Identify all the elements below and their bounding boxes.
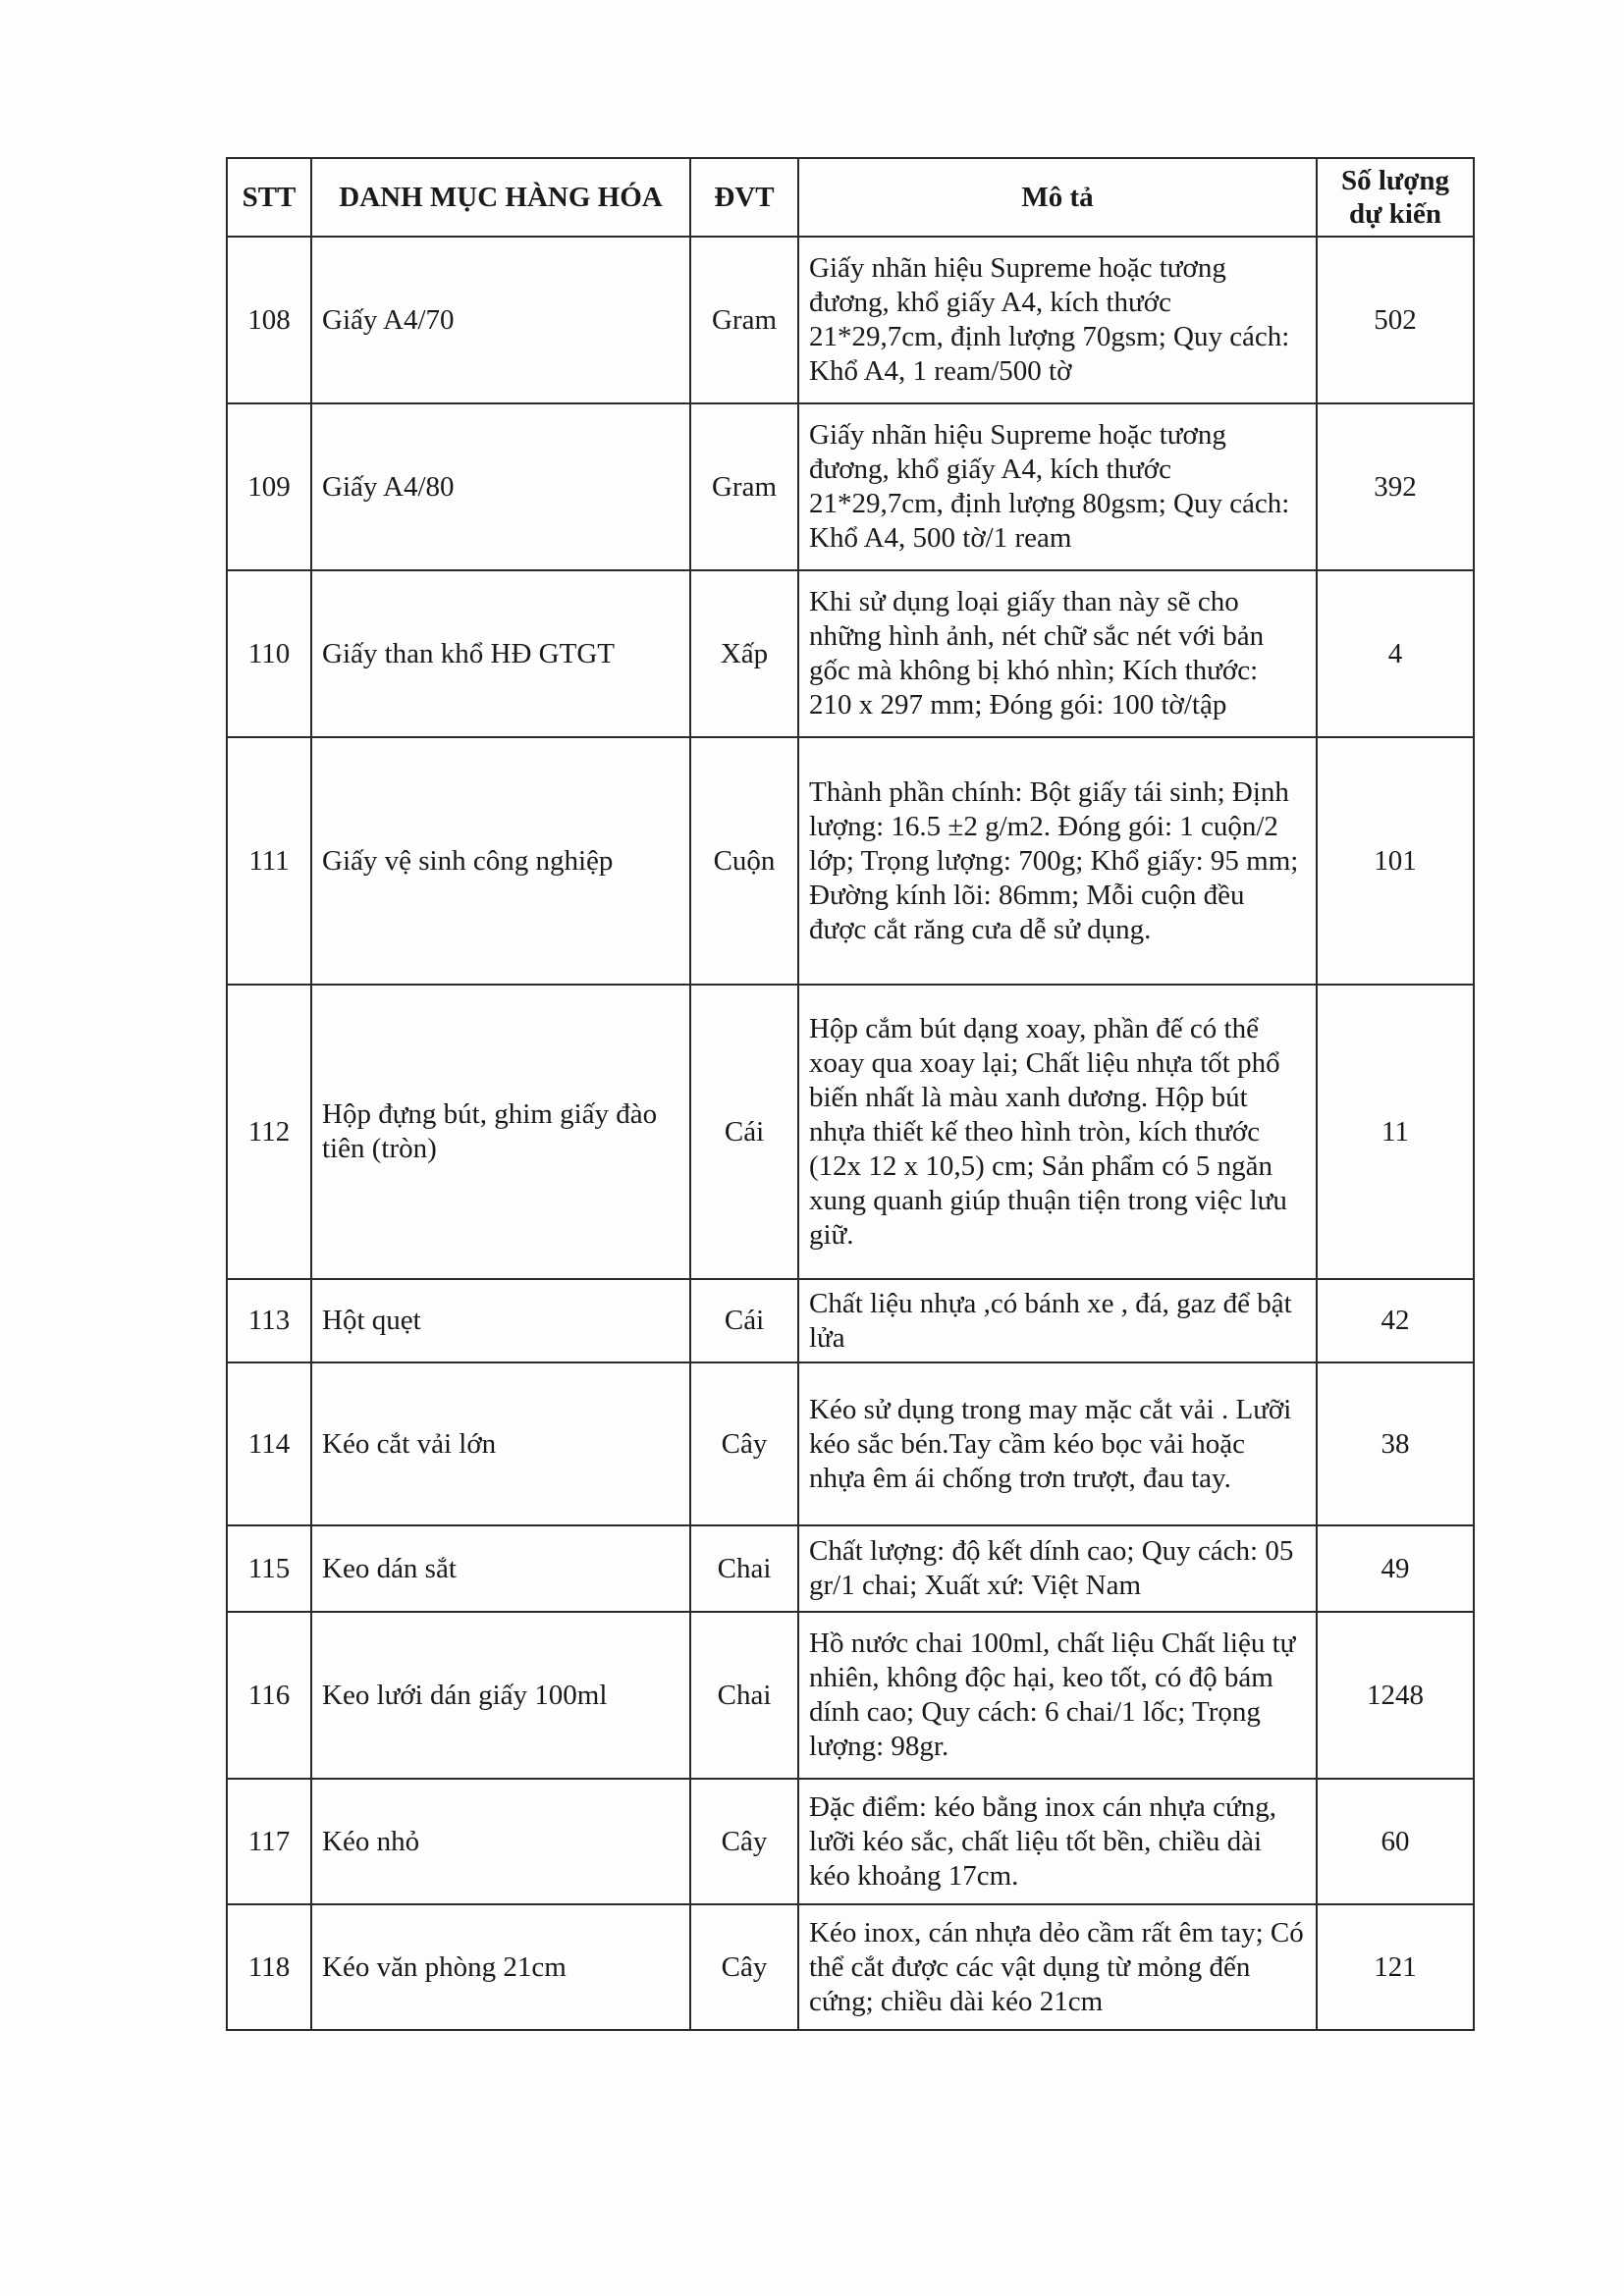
cell-name: Giấy A4/80 (311, 403, 690, 570)
cell-stt: 113 (227, 1279, 311, 1362)
header-qty-line1: Số lượng (1340, 165, 1450, 196)
cell-stt: 115 (227, 1525, 311, 1612)
table-row (227, 1904, 1474, 2030)
cell-name: Giấy A4/70 (311, 237, 690, 403)
cell-unit: Cuộn (690, 737, 798, 985)
cell-qty: 502 (1317, 237, 1474, 403)
header-stt: STT (227, 158, 311, 237)
cell-qty: 49 (1317, 1525, 1474, 1612)
cell-unit: Cây (690, 1362, 798, 1525)
cell-unit: Gram (690, 403, 798, 570)
cell-unit: Xấp (690, 570, 798, 737)
goods-table (226, 157, 1475, 2031)
cell-desc: Đặc điểm: kéo bằng inox cán nhựa cứng, lưỡi kéo sắc, chất liệu tốt bền, chiều dài kéo khoảng 17cm. (798, 1779, 1317, 1904)
header-name: DANH MỤC HÀNG HÓA (311, 158, 690, 237)
table-header (227, 158, 1474, 237)
cell-desc: Chất liệu nhựa ,có bánh xe , đá, gaz để bật lửa (798, 1279, 1317, 1362)
cell-stt: 114 (227, 1362, 311, 1525)
cell-name: Kéo nhỏ (311, 1779, 690, 1904)
cell-name: Kéo văn phòng 21cm (311, 1904, 690, 2030)
cell-desc: Kéo sử dụng trong may mặc cắt vải . Lưỡi kéo sắc bén.Tay cầm kéo bọc vải hoặc nhựa êm ái chống trơn trượt, đau tay. (798, 1362, 1317, 1525)
cell-stt: 112 (227, 985, 311, 1279)
cell-name: Keo dán sắt (311, 1525, 690, 1612)
header-row (227, 158, 1474, 237)
cell-name: Giấy than khổ HĐ GTGT (311, 570, 690, 737)
cell-qty: 42 (1317, 1279, 1474, 1362)
cell-unit: Cây (690, 1779, 798, 1904)
cell-name: Hột quẹt (311, 1279, 690, 1362)
table-row (227, 1779, 1474, 1904)
cell-qty: 11 (1317, 985, 1474, 1279)
cell-stt: 118 (227, 1904, 311, 2030)
table-row (227, 737, 1474, 985)
table-row (227, 570, 1474, 737)
cell-qty: 121 (1317, 1904, 1474, 2030)
table-row (227, 1612, 1474, 1779)
header-desc: Mô tả (798, 158, 1317, 237)
table-row (227, 1279, 1474, 1362)
cell-name: Hộp đựng bút, ghim giấy đào tiên (tròn) (311, 985, 690, 1279)
cell-desc: Giấy nhãn hiệu Supreme hoặc tương đương, khổ giấy A4, kích thước 21*29,7cm, định lượng 80gsm; Quy cách: Khổ A4, 500 tờ/1 ream (798, 403, 1317, 570)
cell-desc: Kéo inox, cán nhựa dẻo cầm rất êm tay; Có thể cắt được các vật dụng từ mỏng đến cứng; chiều dài kéo 21cm (798, 1904, 1317, 2030)
cell-unit: Chai (690, 1525, 798, 1612)
cell-desc: Thành phần chính: Bột giấy tái sinh; Định lượng: 16.5 ±2 g/m2. Đóng gói: 1 cuộn/2 lớp; Trọng lượng: 700g; Khổ giấy: 95 mm; Đường kính lõi: 86mm; Mỗi cuộn đều được cắt răng cưa dễ sử dụng. (798, 737, 1317, 985)
table-body (227, 237, 1474, 2030)
cell-name: Kéo cắt vải lớn (311, 1362, 690, 1525)
cell-qty: 4 (1317, 570, 1474, 737)
header-unit: ĐVT (690, 158, 798, 237)
cell-qty: 1248 (1317, 1612, 1474, 1779)
cell-qty: 101 (1317, 737, 1474, 985)
cell-stt: 111 (227, 737, 311, 985)
cell-unit: Cây (690, 1904, 798, 2030)
cell-stt: 109 (227, 403, 311, 570)
table-row (227, 1362, 1474, 1525)
cell-unit: Cái (690, 1279, 798, 1362)
cell-stt: 117 (227, 1779, 311, 1904)
cell-stt: 108 (227, 237, 311, 403)
cell-qty: 392 (1317, 403, 1474, 570)
cell-name: Giấy vệ sinh công nghiệp (311, 737, 690, 985)
header-qty (1317, 158, 1474, 237)
cell-unit: Chai (690, 1612, 798, 1779)
cell-desc: Hồ nước chai 100ml, chất liệu Chất liệu tự nhiên, không độc hại, keo tốt, có độ bám dính cao; Quy cách: 6 chai/1 lốc; Trọng lượng: 98gr. (798, 1612, 1317, 1779)
cell-desc: Chất lượng: độ kết dính cao; Quy cách: 05 gr/1 chai; Xuất xứ: Việt Nam (798, 1525, 1317, 1612)
header-qty-line2: dự kiến (1349, 198, 1441, 230)
table-row (227, 1525, 1474, 1612)
table-row (227, 403, 1474, 570)
cell-qty: 60 (1317, 1779, 1474, 1904)
cell-unit: Cái (690, 985, 798, 1279)
cell-unit: Gram (690, 237, 798, 403)
cell-stt: 110 (227, 570, 311, 737)
cell-desc: Giấy nhãn hiệu Supreme hoặc tương đương, khổ giấy A4, kích thước 21*29,7cm, định lượng 70gsm; Quy cách: Khổ A4, 1 ream/500 tờ (798, 237, 1317, 403)
table-row (227, 985, 1474, 1279)
cell-desc: Khi sử dụng loại giấy than này sẽ cho những hình ảnh, nét chữ sắc nét với bản gốc mà không bị khó nhìn; Kích thước: 210 x 297 mm; Đóng gói: 100 tờ/tập (798, 570, 1317, 737)
cell-desc: Hộp cắm bút dạng xoay, phần đế có thể xoay qua xoay lại; Chất liệu nhựa tốt phổ biến nhất là màu xanh dương. Hộp bút nhựa thiết kế theo hình tròn, kích thước (12x 12 x 10,5) cm; Sản phẩm có 5 ngăn xung quanh giúp thuận tiện trong việc lưu giữ. (798, 985, 1317, 1279)
cell-name: Keo lưới dán giấy 100ml (311, 1612, 690, 1779)
cell-qty: 38 (1317, 1362, 1474, 1525)
cell-stt: 116 (227, 1612, 311, 1779)
table-row (227, 237, 1474, 403)
